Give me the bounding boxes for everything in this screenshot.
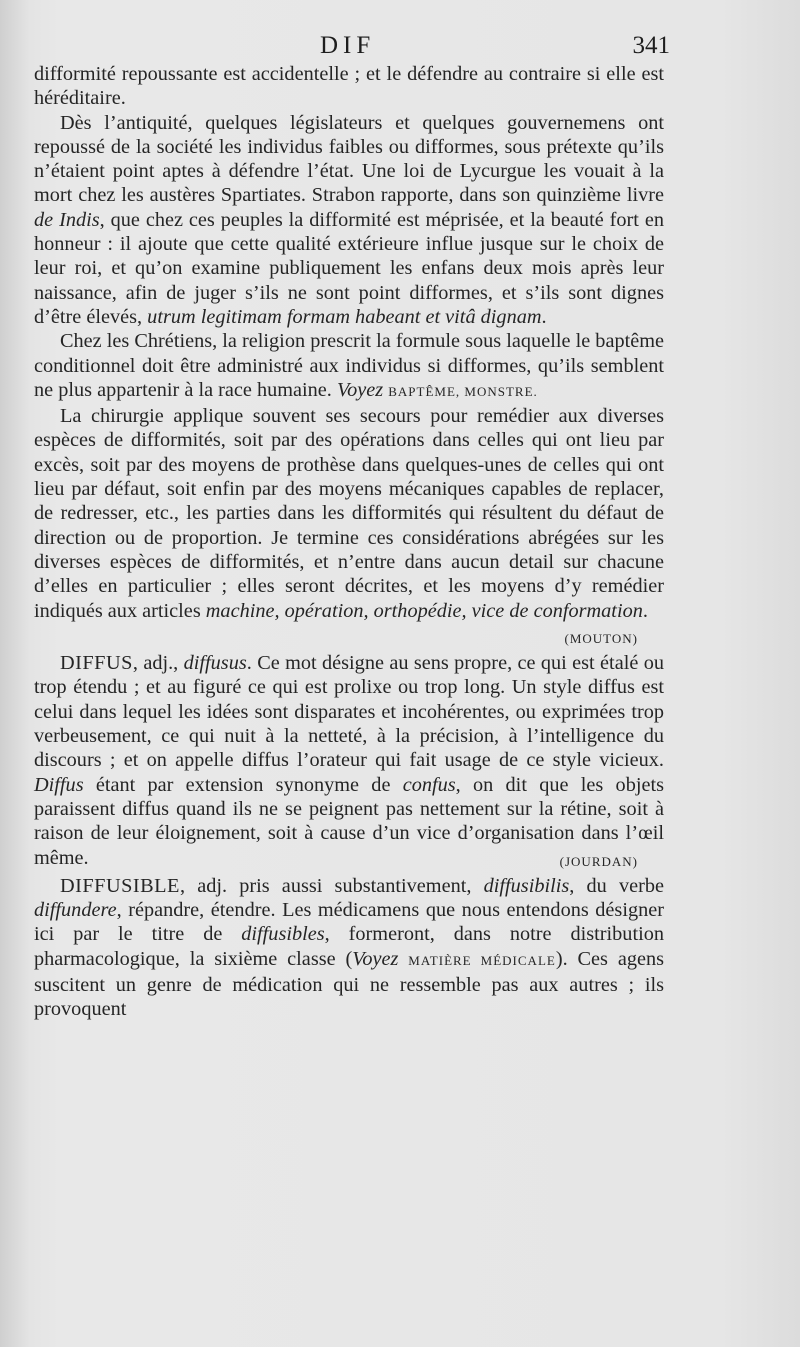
paragraph-text: Dès l’antiquité, quelques législateurs et quelques gouvernemens ont repoussé de la société les individus faibles ou difformes, sous prétexte qu’ils n’étaient point aptes à défendre l’état. Une loi de Lycurgue les vouait à la mort chez les austères Spartiates. Strabon rapporte, dans son quinzième livre xyxy=(34,111,664,207)
latin-term: diffusibilis xyxy=(483,874,570,897)
cross-reference: BAPTÊME, MONSTRE. xyxy=(388,383,538,399)
paragraph-text: Chez les Chrétiens, la religion prescrit la formule sous laquelle le baptême conditionnel doit être administré aux individus si difformes, qu’ils semblent ne plus appartenir à la race humaine. xyxy=(34,330,664,401)
latin-quote: utrum legitimam formam habeant et vitâ dignam xyxy=(147,305,542,328)
paragraph-text: , adj., xyxy=(132,652,184,675)
author-signature: (MOUTON) xyxy=(564,630,638,646)
entry-headword: DIFFUSIBLE xyxy=(60,874,180,897)
paragraph-christians xyxy=(34,329,664,404)
running-head: DIF xyxy=(320,32,376,59)
paragraph-text: ). Ces agens suscitent un genre de médication qui ne ressemble pas aux autres ; ils provoquent xyxy=(34,947,664,1021)
italic-term: Diffus xyxy=(34,773,84,796)
page-header xyxy=(34,32,670,66)
punctuation: . xyxy=(642,599,648,622)
paragraph-antiquity xyxy=(34,111,664,330)
paragraph-text: . Ce mot désigne au sens propre, ce qui est étalé ou trop étendu ; et au figuré ce qui est prolixe ou trop long. Un style diffus est celui dans lequel les idées sont disparates et incohérentes, ou exprimées trop verbeusement, ce qui nuit à la netteté, à la précision, à l’intelligence du discours ; et on appelle diffus l’orateur qui fait usage de ce style vicieux. xyxy=(34,652,664,772)
see-reference: Voyez xyxy=(352,947,399,970)
paragraph-text: La chirurgie applique souvent ses secours pour remédier aux diverses espèces de difformités, soit par des opérations dans celles qui ont lieu par excès, soit par des moyens de prothèse dans quelques-unes de celles qui ont lieu par défaut, soit enfin par des moyens mécaniques capables de replacer, de redresser, etc., les parties dans les difformités qui résultent du défaut de direction ou de proportion. Je termine ces considérations abrégées sur les diverses espèces de difformités, et n’entre dans aucun detail sur chacune d’elles en particulier ; elles seront décrites, et les moyens d’y remédier indiqués aux articles xyxy=(34,405,664,622)
paragraph-text: , répandre, étendre. Les médicamens que nous entendons désigner ici par le titre de xyxy=(34,899,664,946)
entry-diffus xyxy=(34,651,664,870)
italic-title: de Indis xyxy=(34,208,100,231)
paragraph-text: , que chez ces peuples la difformité est méprisée, et la beauté fort en honneur : il ajoute que cette qualité extérieure influe jusque sur le choix de leur roi, et qu’on examine publiquement les enfans deux mois après leur naissance, afin de juger s’ils ne sont point difformes, et s’ils sont dignes d’être élevés, xyxy=(34,208,664,328)
paragraph-text: , du verbe xyxy=(569,874,665,897)
latin-term: diffundere xyxy=(34,899,117,922)
entry-headword: DIFFUS xyxy=(60,652,133,675)
paragraph-surgery xyxy=(34,404,664,646)
italic-terms: machine, opération, orthopédie, vice de conformation xyxy=(205,599,643,622)
entry-diffusible xyxy=(34,874,664,1022)
paragraph-text: étant par extension synonyme de xyxy=(83,773,403,796)
paragraph-text: , on dit que les objets paraissent diffus quand ils ne se peignent pas nettement sur la rétine, soit à raison de leur éloignement, soit à cause d’un vice d’organisation dans l’œil même. xyxy=(34,773,664,869)
paragraph-text: , formeront, dans notre distribution pharmacologique, la sixième classe ( xyxy=(34,923,664,970)
paragraph-continuation xyxy=(34,62,664,111)
punctuation: . xyxy=(541,305,547,328)
page-number: 341 xyxy=(632,32,670,59)
italic-term: diffusibles xyxy=(241,923,325,946)
italic-term: confus xyxy=(402,773,456,796)
paragraph-text: , adj. pris aussi substantivement, xyxy=(179,874,484,897)
page-body xyxy=(34,62,664,1022)
paragraph-text: difformité repoussante est accidentelle ; et le défendre au contraire si elle est héréditaire. xyxy=(34,63,664,110)
cross-reference: MATIÈRE MÉDICALE xyxy=(408,952,556,968)
see-reference: Voyez xyxy=(336,378,384,401)
author-signature: (JOURDAN) xyxy=(559,853,638,869)
latin-term: diffusus xyxy=(183,652,247,675)
